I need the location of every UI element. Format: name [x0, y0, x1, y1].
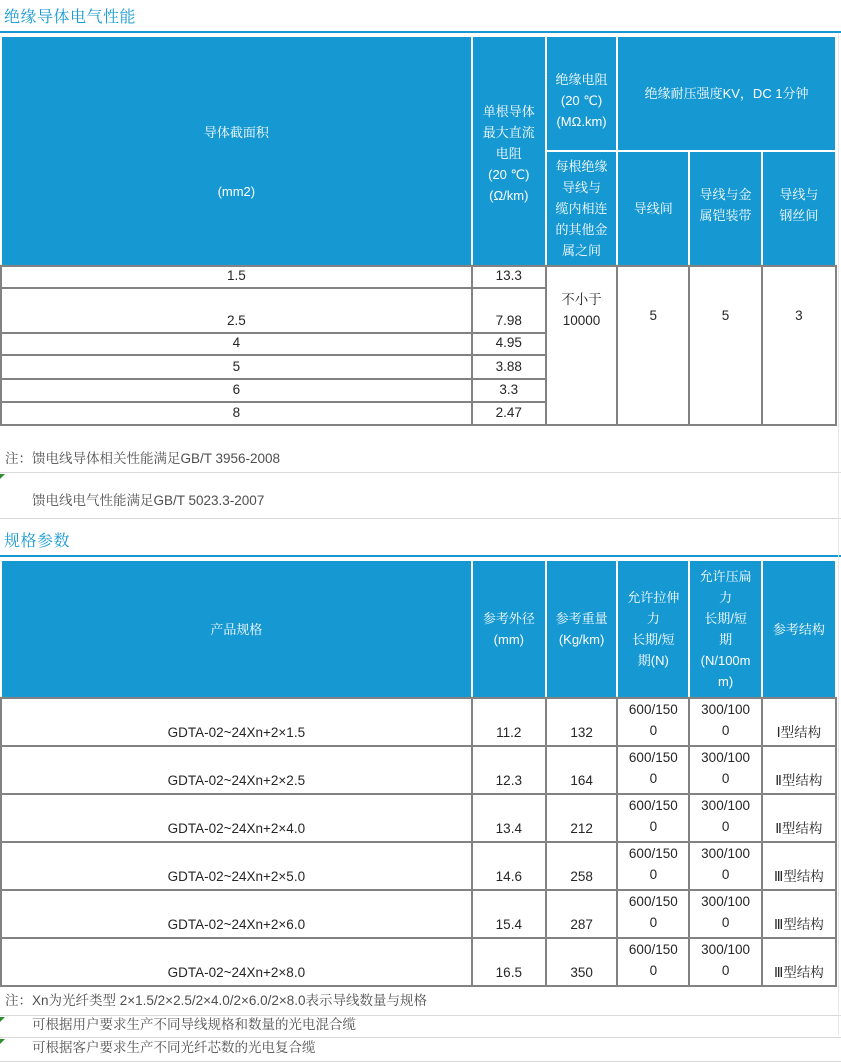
specification-table-body	[1, 698, 836, 986]
header-max-dc-resistance	[472, 36, 546, 266]
dc-resistance-cell: 13.3	[472, 266, 546, 288]
note-text: 注：馈电线导体相关性能满足GB/T 3956-2008	[5, 451, 281, 466]
product-spec-cell: GDTA-02~24Xn+2×5.0	[1, 842, 472, 890]
crush-value: 300/1000	[701, 750, 750, 786]
note-conductor-standard	[0, 426, 841, 472]
dc-resistance-cell: 7.98	[472, 288, 546, 333]
header-line: 单根导体最大直流电阻	[482, 104, 535, 161]
header-wire-to-steel	[762, 151, 836, 266]
header-allowed-tension	[617, 560, 689, 698]
ref-diameter-cell: 11.2	[472, 698, 546, 746]
crush-cell	[689, 746, 761, 794]
header-line: 10000	[562, 313, 601, 328]
tension-value: 600/1500	[628, 846, 678, 882]
note-text: 可根据用户要求生产不同导线规格和数量的光电混合缆	[32, 1017, 356, 1032]
header-allowed-crush	[689, 560, 761, 698]
header-insulation-resistance	[546, 36, 617, 151]
tension-cell	[617, 698, 689, 746]
crush-cell	[689, 698, 761, 746]
header-line: 绝缘电阻	[555, 72, 608, 87]
between-wires-value-cell	[617, 266, 689, 425]
table-row	[1, 698, 836, 746]
header-ref-weight	[546, 560, 617, 698]
structure-cell: Ⅱ型结构	[762, 794, 836, 842]
conductor-area-cell: 1.5	[1, 266, 472, 288]
tension-value: 600/1500	[628, 894, 678, 930]
ref-weight-cell: 258	[546, 842, 617, 890]
note-fiber-type	[0, 987, 841, 1015]
header-line: (Ω/km)	[489, 188, 529, 203]
wire-to-steel-value: 3	[795, 308, 803, 323]
tension-cell	[617, 842, 689, 890]
table-row	[1, 794, 836, 842]
header-line: 导线与	[779, 186, 819, 202]
header-line: 允许拉伸力	[627, 590, 680, 626]
header-wire-to-armor	[689, 151, 761, 266]
header-line: (mm2)	[217, 184, 256, 199]
note-text: 可根据客户要求生产不同光纤芯数的光电复合缆	[32, 1040, 316, 1055]
header-line: (mm)	[493, 632, 524, 647]
conductor-area-cell: 5	[1, 355, 472, 379]
header-product-spec	[1, 560, 472, 698]
product-spec-cell: GDTA-02~24Xn+2×1.5	[1, 698, 472, 746]
conductor-area-cell: 4	[1, 333, 472, 355]
table-row	[1, 746, 836, 794]
electrical-table-body	[1, 266, 836, 425]
header-line: 长期/短期	[704, 611, 747, 647]
table-row	[1, 938, 836, 986]
product-spec-cell: GDTA-02~24Xn+2×6.0	[1, 890, 472, 938]
header-line: 参考外径	[482, 611, 535, 626]
table-row	[1, 890, 836, 938]
tension-value: 600/1500	[628, 750, 678, 786]
between-wires-value: 5	[649, 308, 658, 323]
electrical-table-header	[1, 36, 836, 266]
cell-corner-marker-icon	[0, 1039, 5, 1044]
electrical-performance-table	[0, 35, 837, 426]
header-line: (Kg/km)	[558, 632, 605, 647]
structure-cell: Ⅰ型结构	[762, 698, 836, 746]
note-text: 注：Xn为光纤类型 2×1.5/2×2.5/2×4.0/2×6.0/2×8.0表示导线数量与规格	[5, 993, 428, 1008]
specification-table-header	[1, 560, 836, 698]
conductor-area-cell: 6	[1, 379, 472, 402]
header-ref-structure	[762, 560, 836, 698]
header-line: (20 ℃)	[560, 93, 603, 108]
header-conductor-area	[1, 36, 472, 266]
header-line: 钢丝间	[779, 207, 819, 223]
ref-weight-cell: 212	[546, 794, 617, 842]
header-line: 不小于	[561, 292, 602, 307]
header-line: 绝缘耐压强度KV，DC 1分钟	[644, 86, 809, 101]
header-ref-diameter	[472, 560, 546, 698]
insulation-resistance-value-cell	[546, 266, 617, 425]
table-row	[1, 842, 836, 890]
header-line: (MΩ.km)	[556, 114, 607, 129]
header-line: 产品规格	[210, 621, 263, 637]
crush-cell	[689, 842, 761, 890]
dc-resistance-cell: 2.47	[472, 402, 546, 425]
dc-resistance-cell: 3.3	[472, 379, 546, 402]
crush-cell	[689, 890, 761, 938]
tension-cell	[617, 890, 689, 938]
note-text: 馈电线电气性能满足GB/T 5023.3-2007	[32, 493, 265, 508]
header-each-wire-to-metal	[546, 151, 617, 266]
specification-table	[0, 559, 837, 987]
wire-to-armor-value: 5	[721, 308, 730, 323]
ref-diameter-cell: 12.3	[472, 746, 546, 794]
structure-cell: Ⅲ型结构	[762, 938, 836, 986]
header-withstand-voltage	[617, 36, 836, 151]
tension-cell	[617, 794, 689, 842]
ref-diameter-cell: 14.6	[472, 842, 546, 890]
structure-cell: Ⅲ型结构	[762, 890, 836, 938]
section-title-specifications: 规格参数	[0, 519, 841, 557]
note-electrical-standard	[0, 473, 841, 518]
header-line: 缆内相连的其他金属之间	[555, 201, 608, 258]
header-line: (N/100mm)	[700, 653, 751, 689]
crush-value: 300/1000	[701, 942, 750, 978]
conductor-area-cell: 2.5	[1, 288, 472, 333]
header-between-wires	[617, 151, 689, 266]
note-custom-fiber-count	[0, 1038, 841, 1061]
tension-value: 600/1500	[628, 702, 678, 738]
header-line: 参考结构	[772, 621, 825, 637]
insulation-resistance-value	[547, 289, 616, 331]
crush-value: 300/1000	[701, 702, 750, 738]
ref-diameter-cell: 16.5	[472, 938, 546, 986]
header-line: 导线间	[633, 201, 673, 216]
crush-cell	[689, 938, 761, 986]
dc-resistance-cell: 4.95	[472, 333, 546, 355]
table-row	[1, 266, 836, 288]
tension-value: 600/1500	[628, 798, 678, 834]
note-custom-hybrid-cable	[0, 1016, 841, 1037]
crush-value: 300/1000	[701, 846, 750, 882]
dc-resistance-cell: 3.88	[472, 355, 546, 379]
product-spec-cell: GDTA-02~24Xn+2×8.0	[1, 938, 472, 986]
crush-value: 300/1000	[701, 798, 750, 834]
header-line: (20 ℃)	[488, 167, 530, 182]
ref-weight-cell: 350	[546, 938, 617, 986]
product-spec-cell: GDTA-02~24Xn+2×4.0	[1, 794, 472, 842]
ref-weight-cell: 287	[546, 890, 617, 938]
ref-diameter-cell: 15.4	[472, 890, 546, 938]
wire-to-steel-value-cell	[762, 266, 836, 425]
section-title-electrical-performance: 绝缘导体电气性能	[0, 0, 841, 33]
header-line: 导线与金	[699, 186, 752, 202]
header-line: 导体截面积	[203, 125, 269, 140]
ref-diameter-cell: 13.4	[472, 794, 546, 842]
wire-to-armor-value-cell	[689, 266, 761, 425]
ref-weight-cell: 132	[546, 698, 617, 746]
header-line: 长期/短期(N)	[632, 632, 675, 668]
ref-weight-cell: 164	[546, 746, 617, 794]
structure-cell: Ⅱ型结构	[762, 746, 836, 794]
header-line: 属铠装带	[699, 207, 752, 223]
cell-corner-marker-icon	[0, 1017, 5, 1022]
grid-edge-line	[838, 33, 839, 1035]
header-line: 参考重量	[555, 611, 608, 626]
conductor-area-cell: 8	[1, 402, 472, 425]
tension-cell	[617, 938, 689, 986]
crush-value: 300/1000	[701, 894, 750, 930]
tension-cell	[617, 746, 689, 794]
tension-value: 600/1500	[628, 942, 678, 978]
cell-corner-marker-icon	[0, 474, 5, 479]
header-line: 允许压扁力	[699, 569, 752, 605]
crush-cell	[689, 794, 761, 842]
structure-cell: Ⅲ型结构	[762, 842, 836, 890]
header-line: 每根绝缘导线与	[555, 159, 608, 195]
product-spec-cell: GDTA-02~24Xn+2×2.5	[1, 746, 472, 794]
